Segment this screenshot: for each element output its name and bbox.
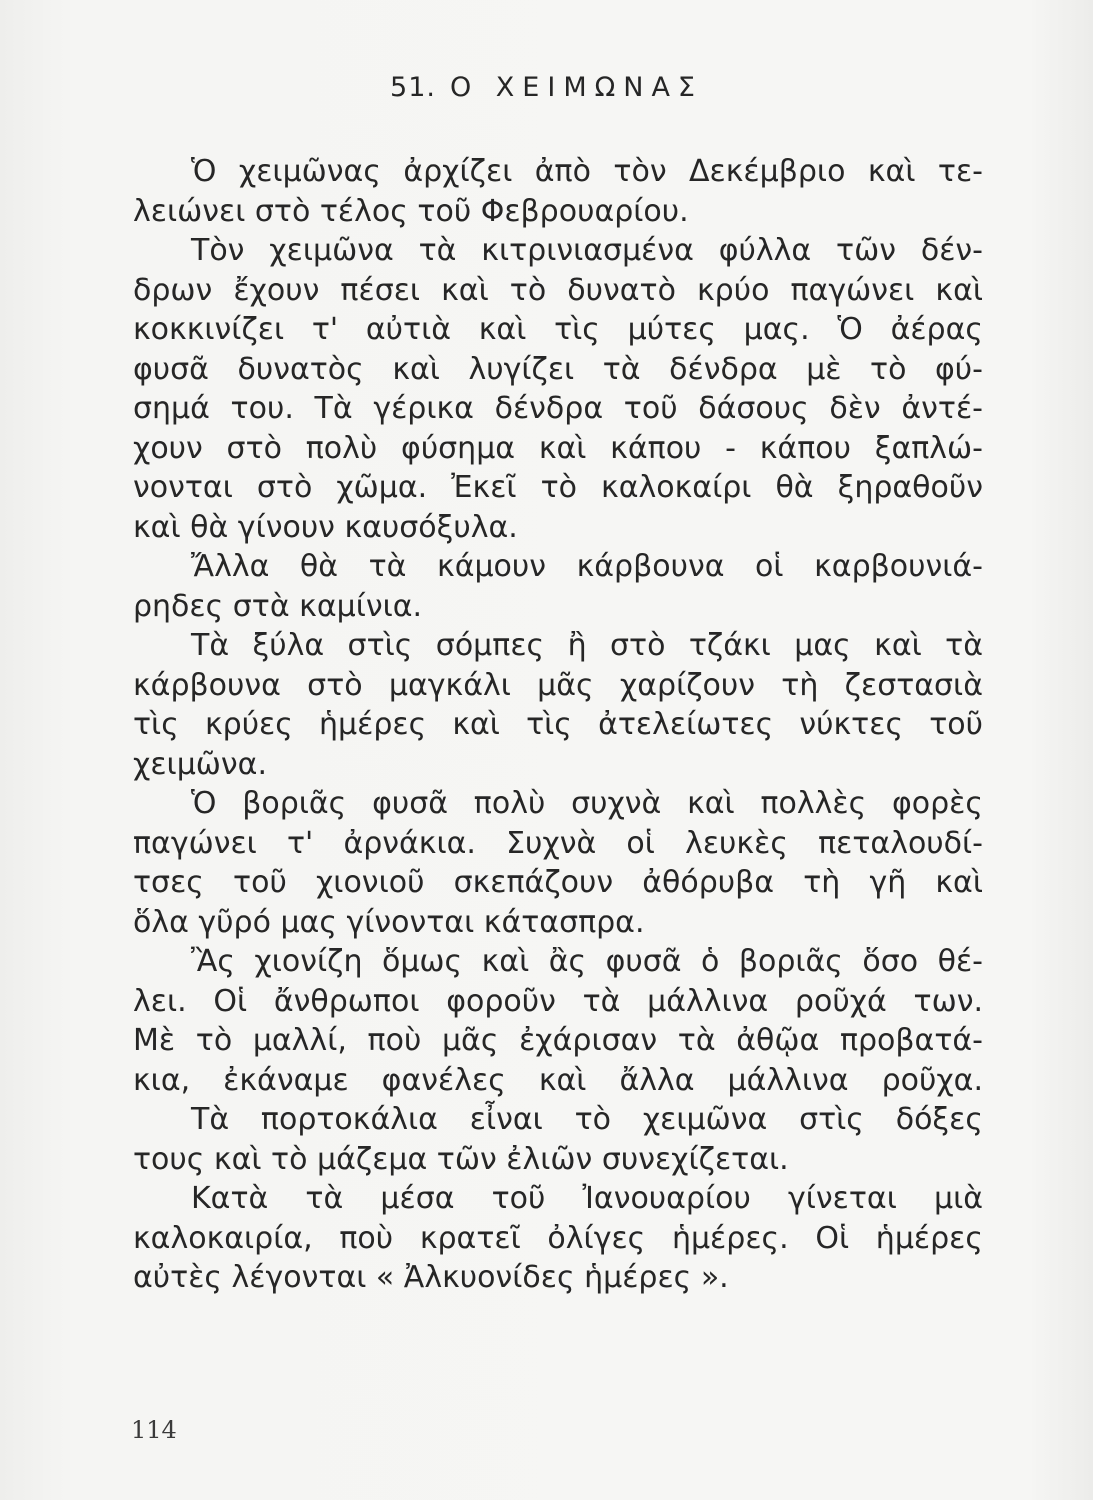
- text-line: ρηδες στὰ καμίνια.: [133, 588, 423, 624]
- text-line: χειμῶνα.: [133, 746, 267, 782]
- text-line: λει. Οἱ ἄνθρωποι φοροῦν τὰ μάλλινα ροῦχά των.: [133, 983, 983, 1019]
- text-line: νονται στὸ χῶμα. Ἐκεῖ τὸ καλοκαίρι θὰ ξηραθοῦν: [133, 470, 983, 505]
- text-line: κάρβουνα στὸ μαγκάλι μᾶς χαρίζουν τὴ ζεστασιὰ: [133, 667, 983, 703]
- chapter-heading: [0, 72, 1093, 103]
- text-line: τὶς κρύες ἡμέρες καὶ τὶς ἀτελείωτες νύκτες τοῦ: [133, 707, 983, 742]
- text-line: Τὸν χειμῶνα τὰ κιτρινιασμένα φύλλα τῶν δέν-: [191, 233, 983, 268]
- text-line: κοκκινίζει τ' αὐτιὰ καὶ τὶς μύτες μας. Ὁ ἀέρας: [133, 312, 983, 347]
- text-line: δρων ἔχουν πέσει καὶ τὸ δυνατὸ κρύο παγώνει καὶ: [133, 272, 983, 308]
- text-line: παγώνει τ' ἀρνάκια. Συχνὰ οἱ λευκὲς πεταλουδί-: [133, 825, 983, 861]
- text-line: Ὁ βοριᾶς φυσᾶ πολὺ συχνὰ καὶ πολλὲς φορὲς: [191, 786, 983, 821]
- text-line: λειώνει στὸ τέλος τοῦ Φεβρουαρίου.: [133, 193, 689, 229]
- text-line: Ἄλλα θὰ τὰ κάμουν κάρβουνα οἱ καρβουνιά-: [191, 549, 983, 584]
- page-number: 114: [131, 1416, 177, 1444]
- text-line: ὅλα γῦρό μας γίνονται κάτασπρα.: [133, 904, 645, 940]
- text-line: καλοκαιρία, ποὺ κρατεῖ ὀλίγες ἡμέρες. Οἱ ἡμέρες: [133, 1220, 983, 1256]
- text-line: αὐτὲς λέγονται « Ἀλκυονίδες ἡμέρες ».: [133, 1260, 729, 1295]
- text-line: Ὁ χειμῶνας ἀρχίζει ἀπὸ τὸν Δεκέμβριο καὶ τε-: [191, 154, 983, 189]
- text-line: χουν στὸ πολὺ φύσημα καὶ κάπου - κάπου ξαπλώ-: [133, 430, 983, 466]
- text-line: κια, ἐκάναμε φανέλες καὶ ἄλλα μάλλινα ροῦχα.: [133, 1062, 983, 1098]
- chapter-number: 51.: [390, 72, 436, 103]
- text-line: Μὲ τὸ μαλλί, ποὺ μᾶς ἐχάρισαν τὰ ἀθῷα προβατά-: [133, 1023, 983, 1058]
- text-line: Κατὰ τὰ μέσα τοῦ Ἰανουαρίου γίνεται μιὰ: [191, 1181, 983, 1216]
- text-line: σημά του. Τὰ γέρικα δένδρα τοῦ δάσους δὲν ἀντέ-: [133, 391, 983, 426]
- chapter-body: [133, 152, 983, 1298]
- text-line: Τὰ ξύλα στὶς σόμπες ἢ στὸ τζάκι μας καὶ τὰ: [191, 628, 983, 663]
- text-line: τσες τοῦ χιονιοῦ σκεπάζουν ἀθόρυβα τὴ γῆ καὶ: [133, 865, 983, 900]
- text-line: Τὰ πορτοκάλια εἶναι τὸ χειμῶνα στὶς δόξες: [191, 1102, 983, 1137]
- text-line: φυσᾶ δυνατὸς καὶ λυγίζει τὰ δένδρα μὲ τὸ φύ-: [133, 351, 983, 387]
- text-line: τους καὶ τὸ μάζεμα τῶν ἐλιῶν συνεχίζεται.: [133, 1141, 789, 1177]
- text-line: Ἂς χιονίζη ὅμως καὶ ἂς φυσᾶ ὁ βοριᾶς ὅσο θέ-: [191, 944, 983, 979]
- text-line: καὶ θὰ γίνουν καυσόξυλα.: [133, 509, 518, 545]
- chapter-title: Ο ΧΕΙΜΩΝΑΣ: [449, 72, 703, 103]
